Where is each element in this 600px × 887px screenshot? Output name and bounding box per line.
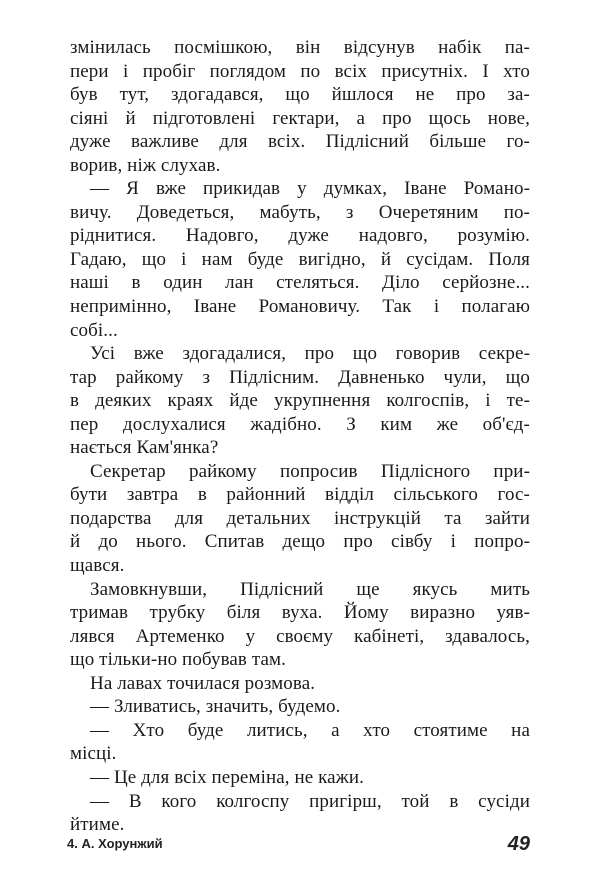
text-line: змінилась посмішкою, він відсунув набік па- — [70, 37, 530, 58]
text-line: ріднитися. Надовго, дуже надовго, розумію. — [70, 225, 530, 247]
text-line: вичу. Доведеться, мабуть, з Очеретяним по- — [70, 201, 530, 223]
text-line: пер дослухалися жадібно. З ким же об'єд- — [70, 413, 530, 435]
text-line: що тільки-но побував там. — [70, 649, 286, 671]
paragraph — [70, 719, 530, 766]
text-line: наші в один лан стеляться. Діло серйозне... — [70, 272, 530, 294]
text-line: й до нього. Спитав дещо про сівбу і попро- — [70, 531, 530, 553]
paragraph — [70, 672, 530, 696]
text-line: — В кого колгоспу пригірш, той в сусіди — [90, 790, 530, 812]
paragraph — [70, 790, 530, 837]
paragraph — [70, 695, 530, 719]
text-line: дуже важливе для всіх. Підлісний більше го- — [70, 131, 530, 153]
page-body — [70, 36, 530, 837]
text-line: Замовкнувши, Підлісний ще якусь мить — [90, 578, 530, 600]
paragraph — [70, 766, 530, 790]
page-footer — [67, 832, 530, 856]
text-line: подарства для детальних інструкцій та зайти — [70, 507, 530, 529]
text-line: Секретар райкому попросив Підлісного при- — [90, 460, 530, 482]
text-line: На лавах точилася розмова. — [90, 672, 316, 694]
text-line: — Хто буде литись, а хто стоятиме на — [90, 719, 530, 741]
signature-mark: 4. А. Хорунжий — [67, 836, 163, 851]
text-line: нається Кам'янка? — [70, 437, 219, 459]
text-line: — Це для всіх переміна, не кажи. — [90, 766, 365, 788]
text-line: неприміннo, Іване Романовичу. Так і полагаю — [70, 296, 530, 318]
paragraph — [70, 460, 530, 578]
text-line: собі... — [70, 319, 118, 341]
text-line: пери і пробіг поглядом по всіх присутніх. І хто — [70, 60, 530, 82]
text-line: — Я вже прикидав у думках, Іване Романо- — [90, 178, 530, 200]
text-line: був тут, здогадався, що йшлося не про за- — [70, 84, 530, 106]
text-line: йтиме. — [70, 814, 125, 836]
text-line: лявся Артеменко у своєму кабінеті, здавалось, — [70, 625, 530, 647]
text-line: тримав трубку біля вуха. Йому виразно уяв- — [70, 602, 530, 624]
text-line: Усі вже здогадалися, про що говорив секре- — [90, 343, 530, 365]
text-line: сіяні й підготовлені гектари, а про щось нове, — [70, 107, 530, 129]
text-line: Гадаю, що і нам буде вигідно, й сусідам. Поля — [70, 248, 530, 270]
paragraph — [70, 177, 530, 342]
text-line: місці. — [70, 743, 117, 765]
paragraph — [70, 578, 530, 672]
text-line: — Зливатись, значить, будемо. — [90, 696, 341, 718]
text-line: ворив, ніж слухав. — [70, 154, 221, 176]
text-line: тар райкому з Підлісним. Давненько чули, що — [70, 366, 530, 388]
paragraph — [70, 342, 530, 460]
text-line: в деяких краях йде укрупнення колгоспів, і те- — [70, 390, 530, 412]
paragraph — [70, 36, 530, 177]
text-line: бути завтра в районний відділ сільського гос- — [70, 484, 530, 506]
text-line: щався. — [70, 555, 125, 577]
page-number: 49 — [507, 833, 530, 855]
